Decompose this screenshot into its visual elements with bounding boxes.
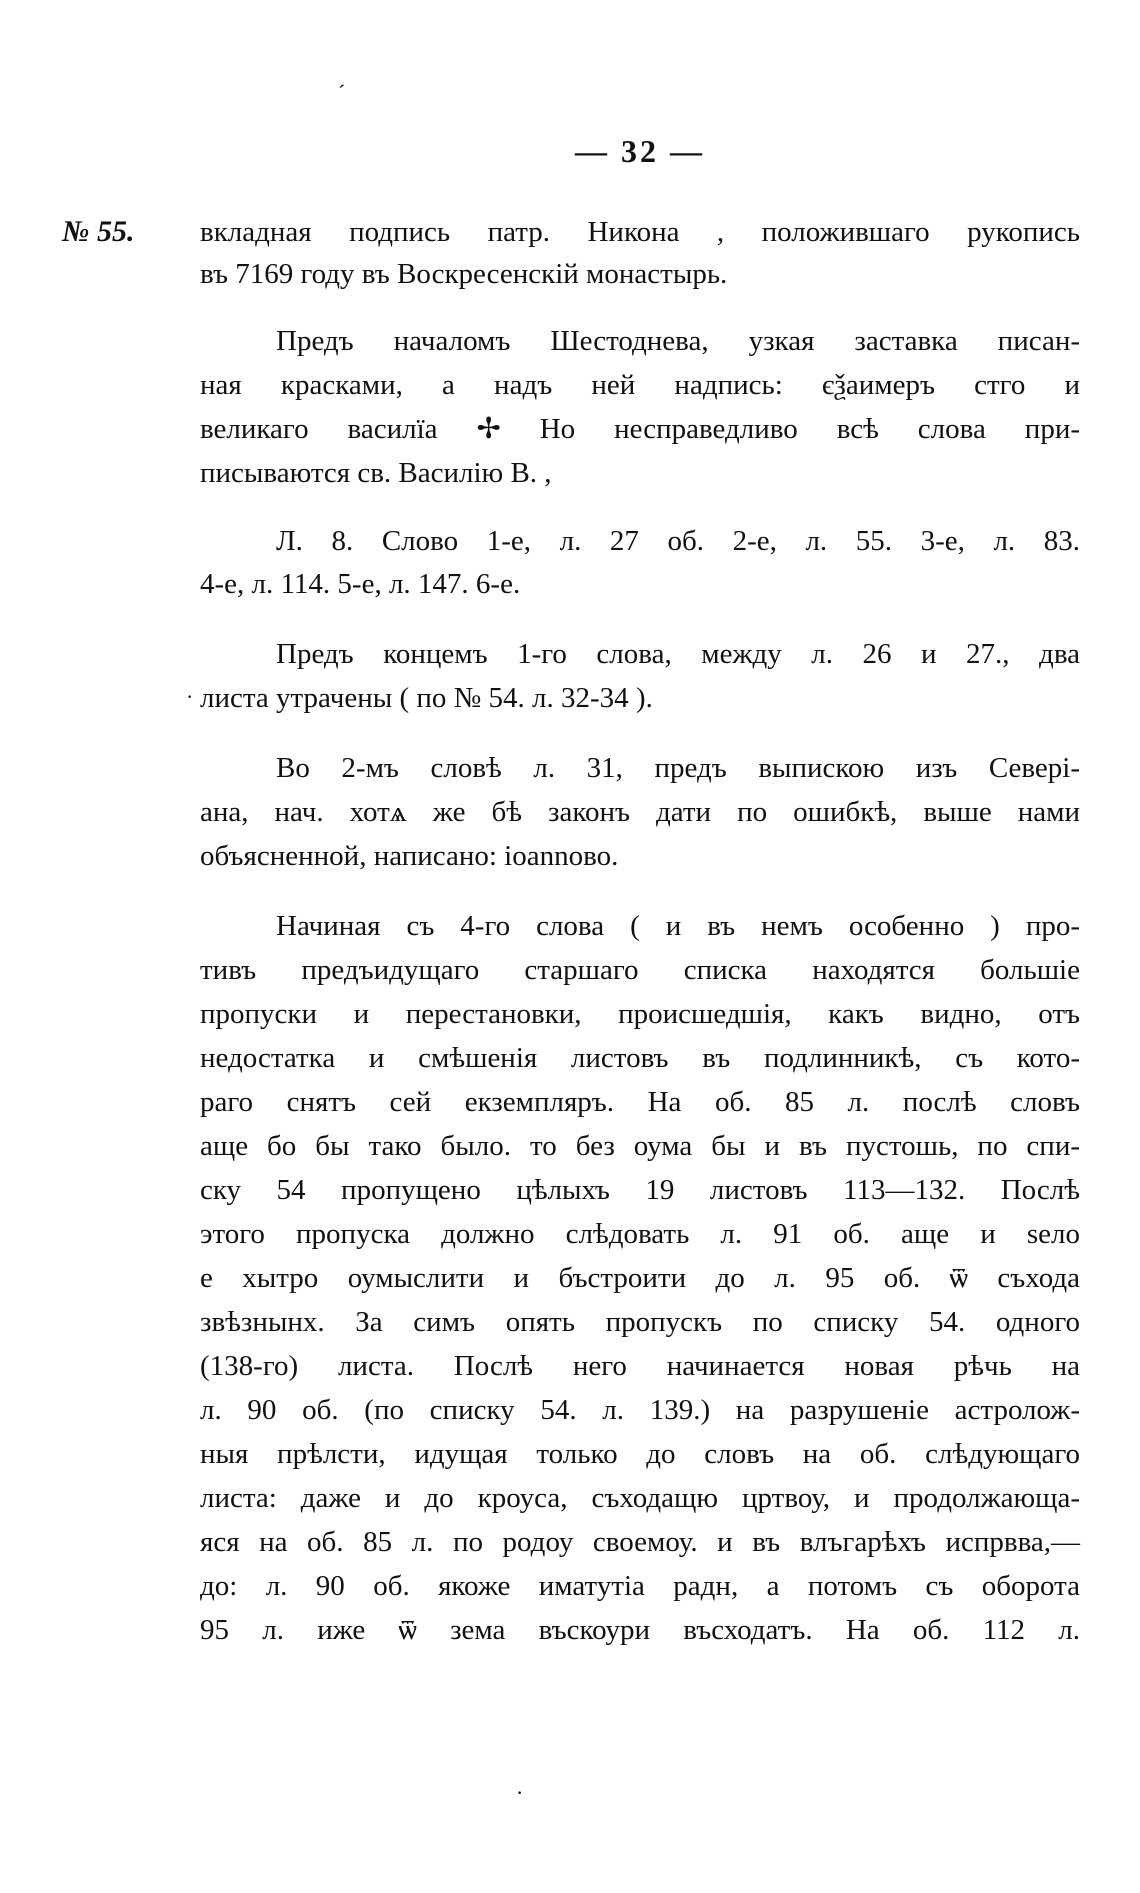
paragraph-line: писываются св. Василію В. , xyxy=(200,457,552,489)
paragraph-line: звѣзнынх. За симъ опять пропускъ по списку 54. одного xyxy=(200,1306,1080,1338)
paragraph-line: листа утрачены ( по № 54. л. 32-34 ). xyxy=(200,682,653,714)
print-speck: · xyxy=(516,1780,524,1805)
paragraph-line: л. 90 об. (по списку 54. л. 139.) на разрушенiе астролож- xyxy=(200,1394,1080,1426)
paragraph-line: (138-го) листа. Послѣ него начинается новая рѣчь на xyxy=(200,1350,1080,1382)
paragraph-line: объясненной, написано: iоаnnово. xyxy=(200,840,619,872)
paragraph-line: Начиная съ 4-го слова ( и въ немъ особенно ) про- xyxy=(276,910,1080,942)
paragraph-line: Л. 8. Слово 1-е, л. 27 об. 2-е, л. 55. 3-е, л. 83. xyxy=(276,525,1080,557)
paragraph-line: ску 54 пропущено цѣлыхъ 19 листовъ 113—132. Послѣ xyxy=(200,1174,1080,1206)
paragraph-line: ана, нач. хотѧ же бѣ законъ дати по ошибкѣ, выше нами xyxy=(200,796,1080,828)
paragraph-line: этого пропуска должно слѣдовать л. 91 об. аще и ѕело xyxy=(200,1218,1080,1250)
paragraph-line: Предъ началомъ Шестоднева, узкая заставка писан- xyxy=(276,325,1080,357)
paragraph-line: Предъ концемъ 1-го слова, между л. 26 и 27., два xyxy=(276,638,1080,670)
paragraph-line: пропуски и перестановки, происшедшiя, какъ видно, отъ xyxy=(200,998,1080,1030)
print-speck: · xyxy=(186,684,194,709)
paragraph-line: аще бо бы тако было. то без оума бы и въ пустошь, по спи- xyxy=(200,1130,1080,1162)
paragraph-line: яся на об. 85 л. по родоу своемоу. и въ влъгарѣхъ испрвва,— xyxy=(200,1526,1080,1558)
page-number: — 32 — xyxy=(575,133,705,169)
entry-number: № 55. xyxy=(62,215,135,248)
paragraph-line: тивъ предъидущаго старшаго списка находятся большiе xyxy=(200,954,1080,986)
paragraph-line: ная красками, а надъ ней надпись: єѯаимеръ стго и xyxy=(200,369,1080,401)
paragraph-line: ныя прѣлсти, идущая только до словъ на об. слѣдующаго xyxy=(200,1438,1080,1470)
paragraph-line: 4-е, л. 114. 5-е, л. 147. 6-е. xyxy=(200,568,521,600)
paragraph-line: 95 л. иже ѿ зема въскоури въсходатъ. На об. 112 л. xyxy=(200,1614,1080,1646)
print-speck: ˊ xyxy=(338,80,346,105)
paragraph-line: е хытро оумыслити и бъстроити до л. 95 об. ѿ съхода xyxy=(200,1262,1080,1294)
paragraph-line: недостатка и смѣшенiя листовъ въ подлинникѣ, съ кото- xyxy=(200,1042,1080,1074)
entry-line: въ 7169 году въ Воскресенскій монастырь. xyxy=(200,258,728,290)
paragraph-line: до: л. 90 об. якоже иматутiа радн, а потомъ съ оборота xyxy=(200,1570,1080,1602)
paragraph-line: листа: даже и до кроуса, съходащю цртвоу, и продолжающа- xyxy=(200,1482,1080,1514)
paragraph-line: великаго василїа ✢ Но несправедливо всѣ слова при- xyxy=(200,413,1080,445)
entry-line: вкладная подпись патр. Никона , положившаго рукопись xyxy=(200,216,1080,248)
paragraph-line: Во 2-мъ словѣ л. 31, предъ выпискою изъ Северi- xyxy=(276,752,1080,784)
paragraph-line: раго снятъ сей екземпляръ. На об. 85 л. послѣ словъ xyxy=(200,1086,1080,1118)
